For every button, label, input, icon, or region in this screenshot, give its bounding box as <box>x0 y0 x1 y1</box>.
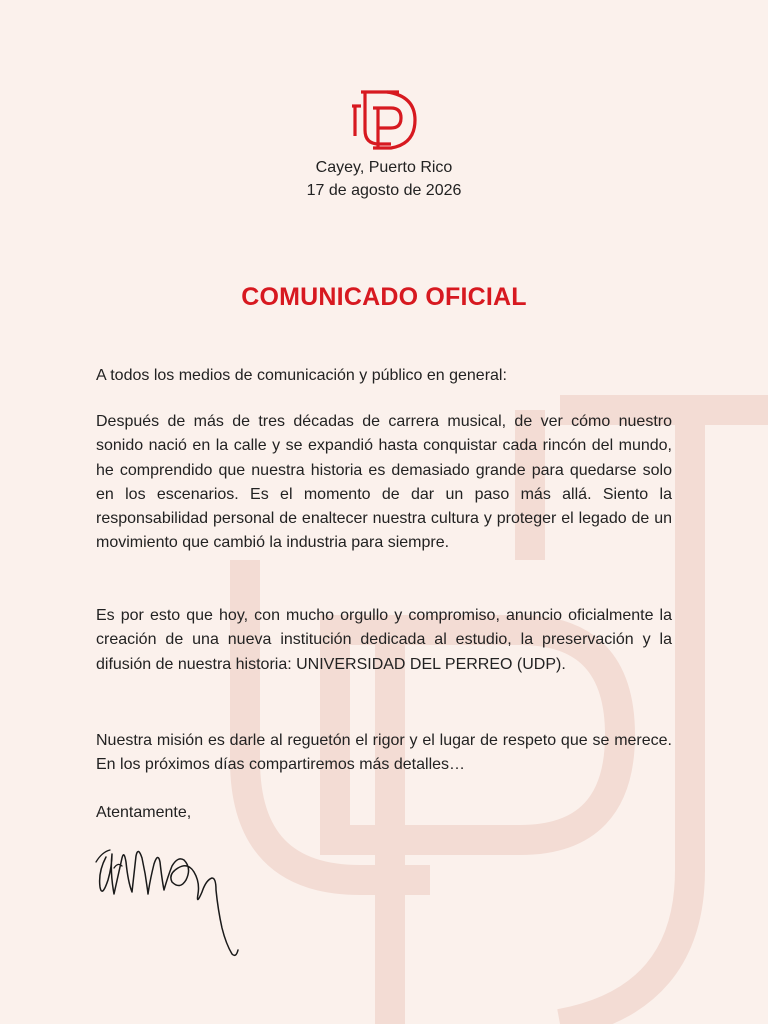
paragraph-3: Nuestra misión es darle al reguetón el rigor y el lugar de respeto que se merece. En los próximos días compartiremos más detalles… <box>96 732 672 774</box>
paragraph-1: Después de más de tres décadas de carrera musical, de ver cómo nuestro sonido nació en la calle y se expandió hasta conquistar cada rincón del mundo, he comprendido que nuestra historia es demasiado grande para quedarse solo en los escenarios. Es el momento de dar un paso más allá. Siento la responsabilidad personal de enaltecer nuestra cultura y proteger el legado de un movimiento que cambió la industria para siempre. <box>96 413 672 552</box>
location: Cayey, Puerto Rico <box>315 159 453 176</box>
signature <box>88 832 253 967</box>
closing: Atentamente, <box>96 804 192 821</box>
paragraph-2: Es por esto que hoy, con mucho orgullo y compromiso, anuncio oficialmente la creación de una nueva institución dedicada al estudio, la preservación y la difusión de nuestra historia: UNIVERSIDAD DEL PERREO (UDP). <box>96 607 672 673</box>
document-title: COMUNICADO OFICIAL <box>241 283 527 311</box>
greeting: A todos los medios de comunicación y público en general: <box>96 367 507 384</box>
date: 17 de agosto de 2026 <box>306 182 462 199</box>
udp-logo <box>347 86 421 154</box>
